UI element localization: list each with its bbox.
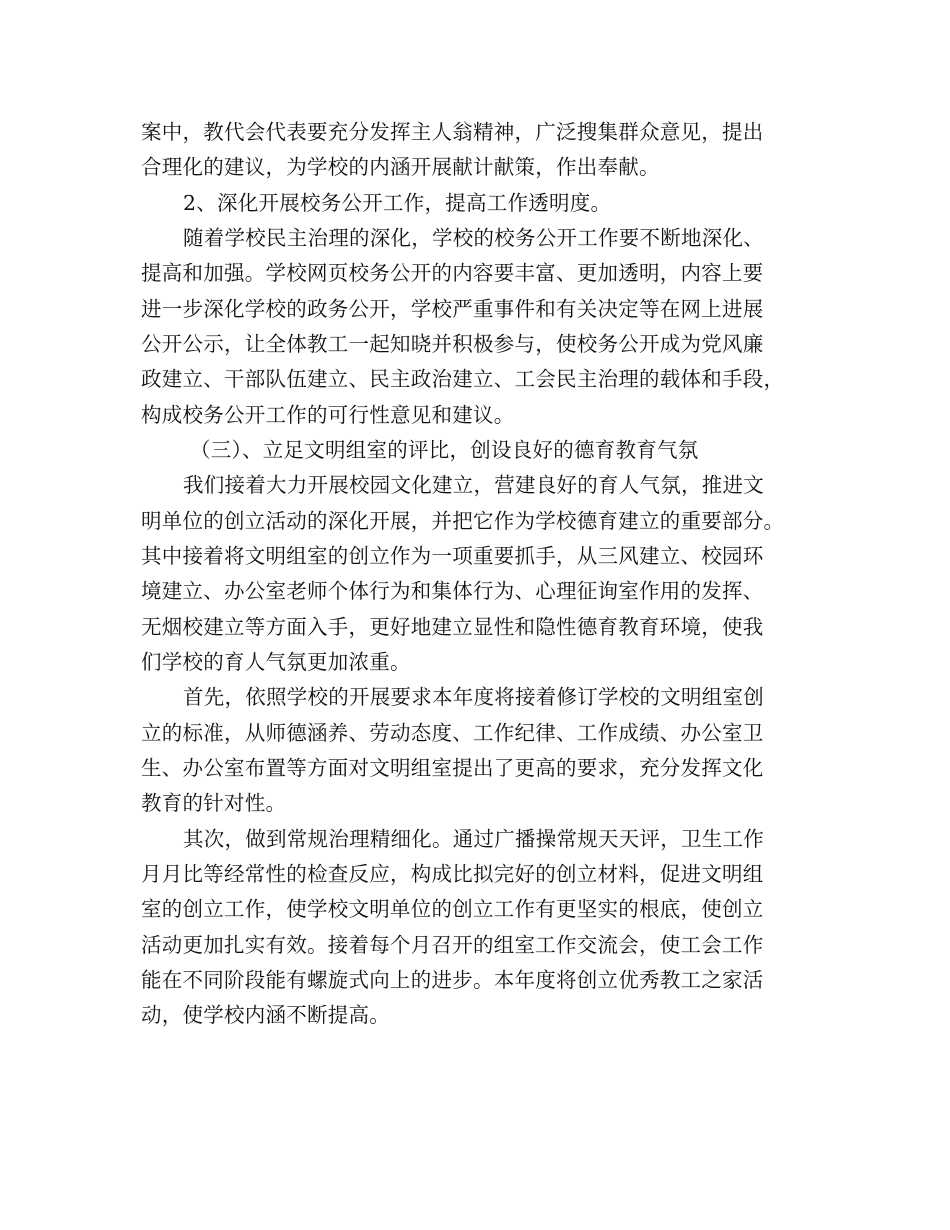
text-line: 首先，依照学校的开展要求本年度将接着修订学校的文明组室创	[183, 685, 764, 709]
text-line: 生、办公室布置等方面对文明组室提出了更高的要求，充分发挥文化	[141, 756, 764, 780]
text-line: 明单位的创立活动的深化开展，并把它作为学校德育建立的重要部分。	[141, 509, 785, 533]
text-line: 随着学校民主治理的深化，学校的校务公开工作要不断地深化、	[183, 226, 764, 250]
text-line: 活动更加扎实有效。接着每个月召开的组室工作交流会，使工会工作	[141, 933, 764, 957]
text-line: 动，使学校内涵不断提高。	[141, 1003, 390, 1027]
text-line: 境建立、办公室老师个体行为和集体行为、心理征询室作用的发挥、	[141, 579, 764, 603]
text-line: 合理化的建议，为学校的内涵开展献计献策，作出奉献。	[141, 155, 660, 179]
text-line: 们学校的育人气氛更加浓重。	[141, 650, 411, 674]
text-line: 我们接着大力开展校园文化建立，营建良好的育人气氛，推进文	[183, 473, 764, 497]
text-line: 进一步深化学校的政务公开，学校严重事件和有关决定等在网上进展	[141, 297, 764, 321]
text-line: 其次，做到常规治理精细化。通过广播操常规天天评，卫生工作	[183, 827, 764, 851]
text-line: 教育的针对性。	[141, 791, 287, 815]
text-line: 政建立、干部队伍建立、民主政治建立、工会民主治理的载体和手段，	[141, 367, 785, 391]
text-line: 案中，教代会代表要充分发挥主人翁精神，广泛搜集群众意见，提出	[141, 120, 764, 144]
text-line: 其中接着将文明组室的创立作为一项重要抓手，从三风建立、校园环	[141, 544, 764, 568]
text-line: 构成校务公开工作的可行性意见和建议。	[141, 403, 515, 427]
text-line: 提高和加强。学校网页校务公开的内容要丰富、更加透明，内容上要	[141, 261, 764, 285]
text-line: 室的创立工作，使学校文明单位的创立工作有更坚实的根底，使创立	[141, 897, 764, 921]
text-line: 立的标准，从师德涵养、劳动态度、工作纪律、工作成绩、办公室卫	[141, 721, 764, 745]
section-heading: （三）、立足文明组室的评比，创设良好的德育教育气氛	[190, 438, 699, 462]
text-line: 公开公示，让全体教工一起知晓并积极参与，使校务公开成为党风廉	[141, 332, 764, 356]
text-line: 月月比等经常性的检查反应，构成比拟完好的创立材料，促进文明组	[141, 862, 764, 886]
section-heading: 2、深化开展校务公开工作，提高工作透明度。	[183, 191, 612, 215]
text-line: 能在不同阶段能有螺旋式向上的进步。本年度将创立优秀教工之家活	[141, 968, 764, 992]
text-line: 无烟校建立等方面入手，更好地建立显性和隐性德育教育环境，使我	[141, 615, 764, 639]
